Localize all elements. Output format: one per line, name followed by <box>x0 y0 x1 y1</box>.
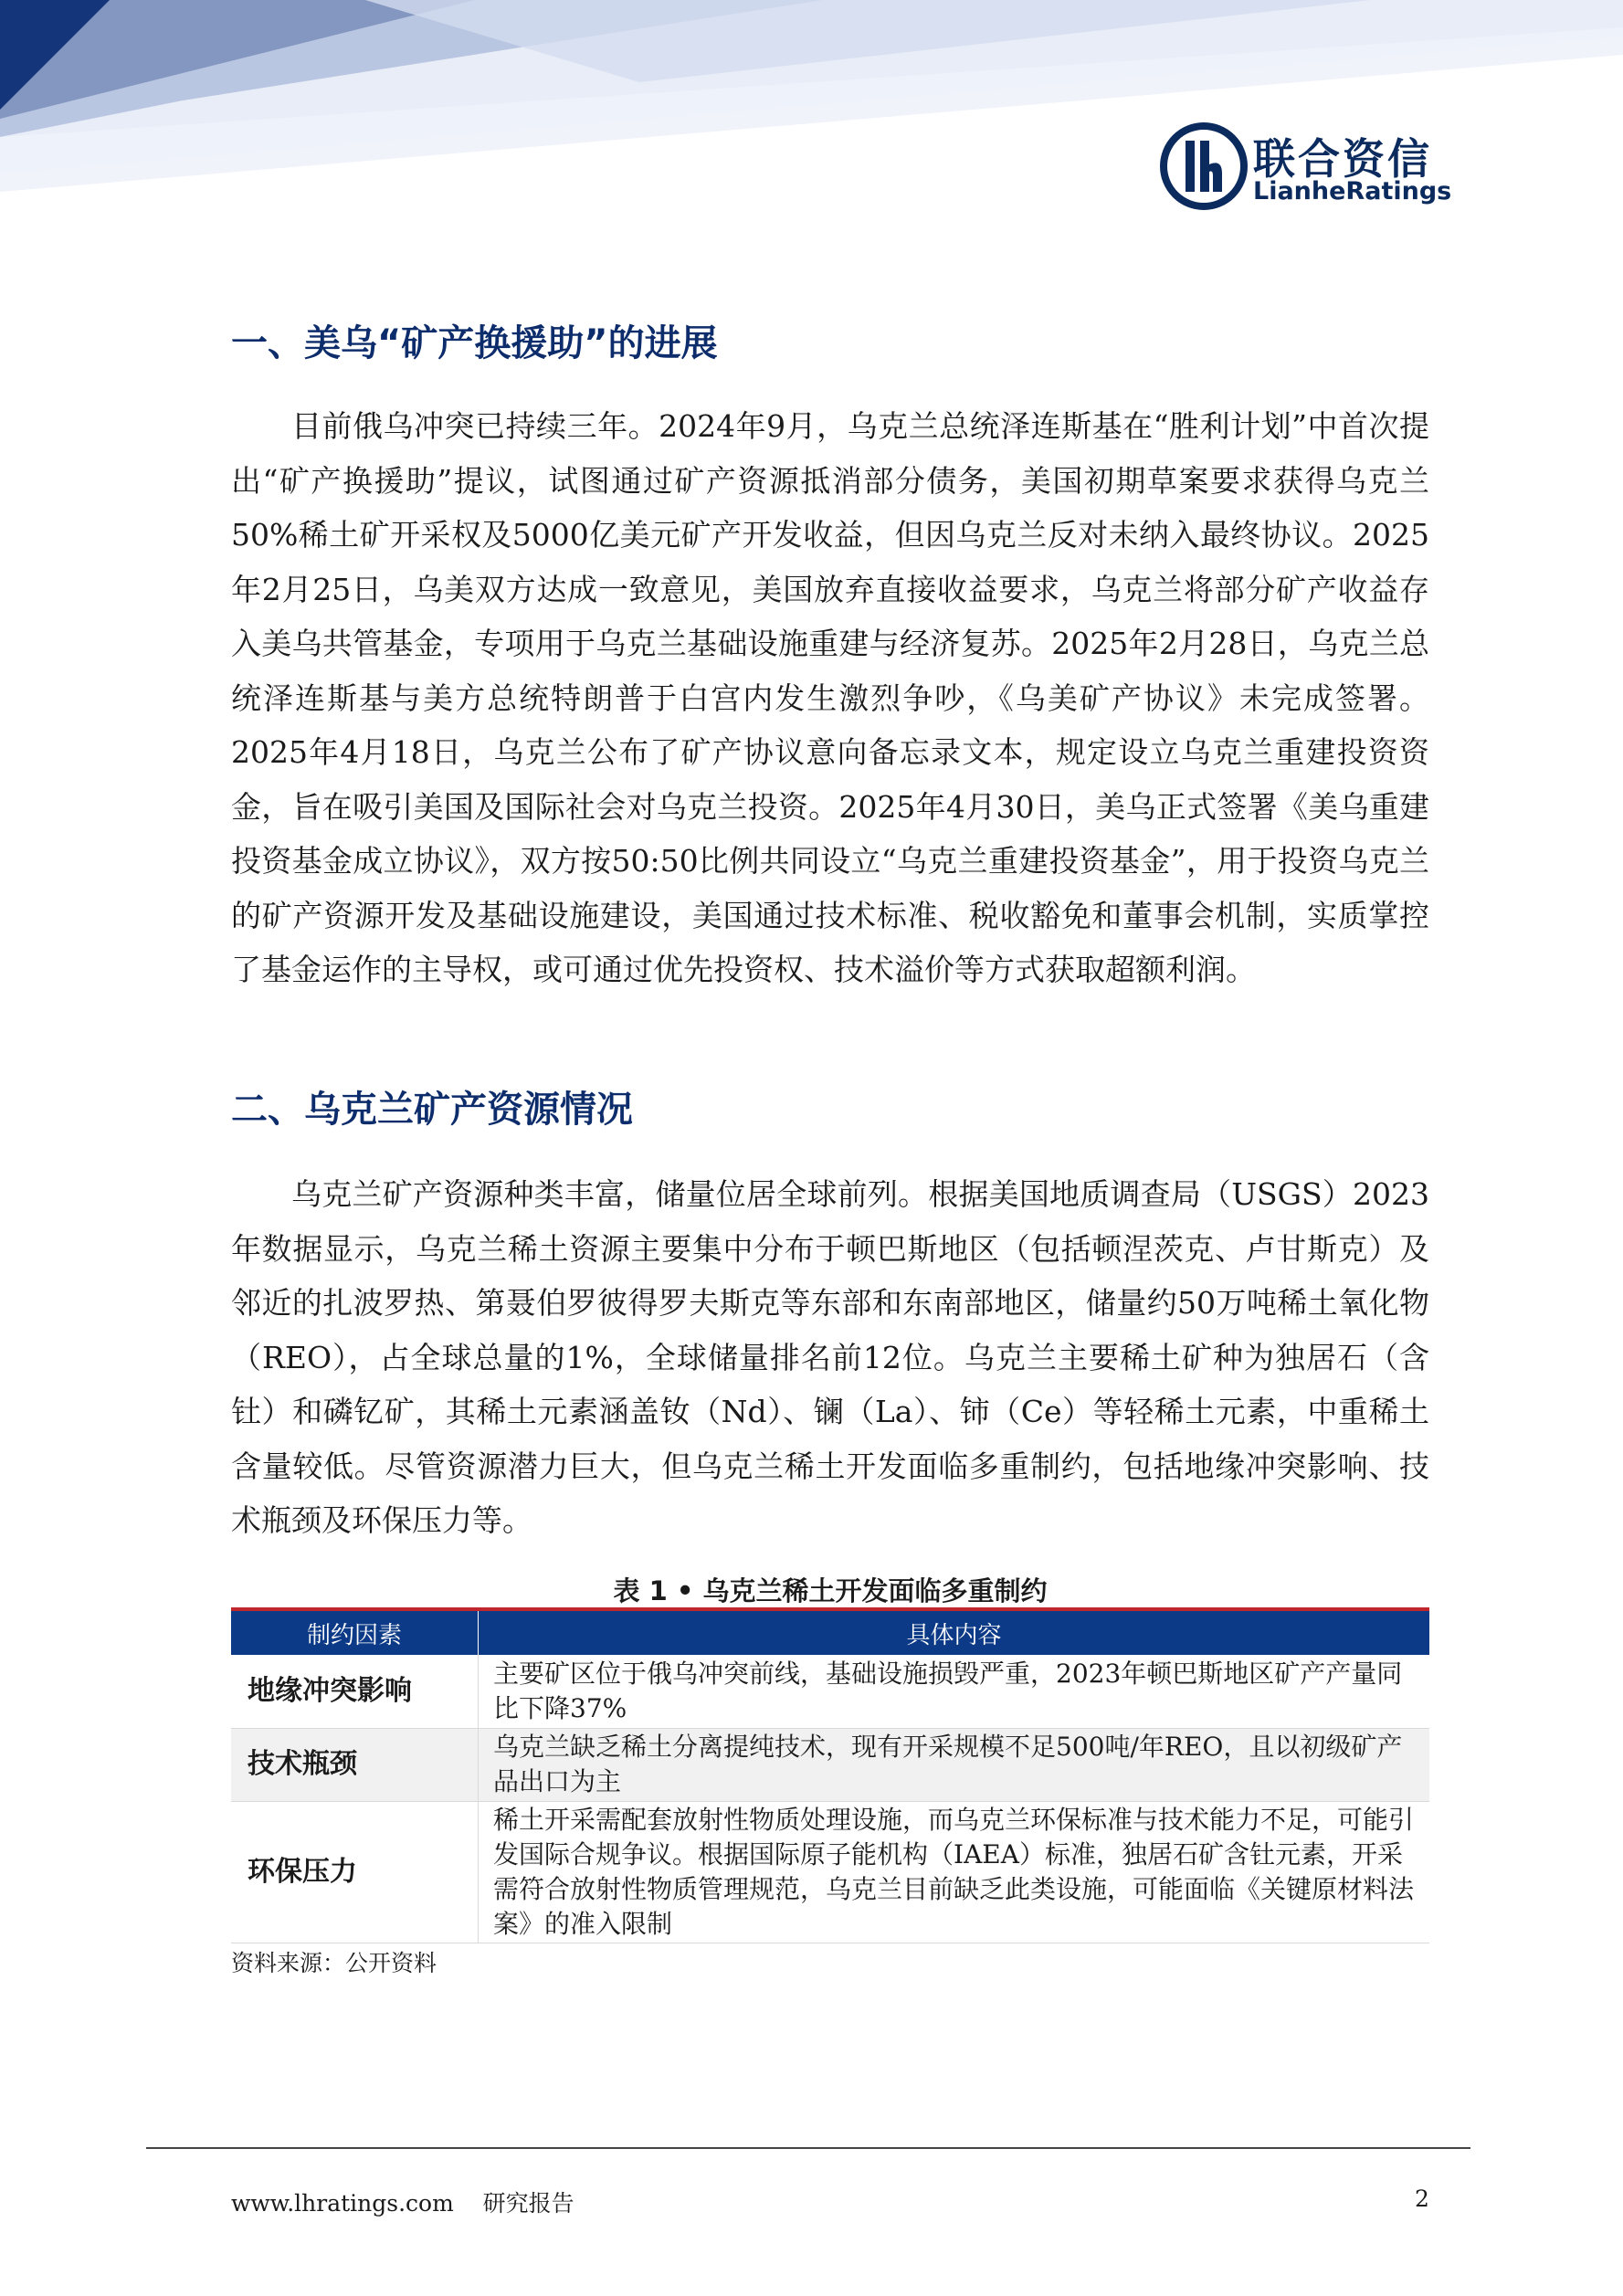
table-header-factor: 制约因素 <box>231 1609 479 1655</box>
constraints-table <box>231 1607 1429 1943</box>
table-cell-content: 稀土开采需配套放射性物质处理设施，而乌克兰环保标准与技术能力不足，可能引发国际合规争议。根据国际原子能机构（IAEA）标准，独居石矿含钍元素，开采需符合放射性物质管理规范，乌克兰目前缺乏此类设施，可能面临《关键原材料法案》的准入限制 <box>479 1801 1430 1943</box>
section1-title: 一、美乌“矿产换援助”的进展 <box>231 322 718 364</box>
table-cell-content: 乌克兰缺乏稀土分离提纯技术，现有开采规模不足500吨/年REO，且以初级矿产品出口为主 <box>479 1728 1430 1801</box>
page-number: 2 <box>1415 2185 1429 2212</box>
table-source: 资料来源：公开资料 <box>231 1950 437 1976</box>
table-caption: 表 1 • 乌克兰稀土开发面临多重制约 <box>613 1575 1048 1606</box>
table-row <box>231 1728 1429 1801</box>
table-cell-factor: 地缘冲突影响 <box>231 1655 479 1728</box>
section2-title: 二、乌克兰矿产资源情况 <box>231 1089 633 1131</box>
section1-paragraph: 目前俄乌冲突已持续三年。2024年9月，乌克兰总统泽连斯基在“胜利计划”中首次提出“矿产换援助”提议，试图通过矿产资源抵消部分债务，美国初期草案要求获得乌克兰50%稀土矿开采权及5000亿美元矿产开发收益，但因乌克兰反对未纳入最终协议。2025年2月25日，乌美双方达成一致意见，美国放弃直接收益要求，乌克兰将部分矿产收益存入美乌共管基金，专项用于乌克兰基础设施重建与经济复苏。2025年2月28日，乌克兰总统泽连斯基与美方总统特朗普于白宫内发生激烈争吵，《乌美矿产协议》未完成签署。2025年4月18日，乌克兰公布了矿产协议意向备忘录文本，规定设立乌克兰重建投资资金，旨在吸引美国及国际社会对乌克兰投资。2025年4月30日，美乌正式签署《美乌重建投资基金成立协议》，双方按50:50比例共同设立“乌克兰重建投资基金”，用于投资乌克兰的矿产资源开发及基础设施建设，美国通过技术标准、税收豁免和董事会机制，实质掌控了基金运作的主导权，或可通过优先投资权、技术溢价等方式获取超额利润。 <box>231 408 1429 987</box>
table-row <box>231 1801 1429 1943</box>
table-cell-factor: 技术瓶颈 <box>231 1728 479 1801</box>
logo-text-cn: 联合资信 <box>1253 134 1432 184</box>
table-cell-factor: 环保压力 <box>231 1801 479 1943</box>
section2-paragraph: 乌克兰矿产资源种类丰富，储量位居全球前列。根据美国地质调查局（USGS）2023年数据显示，乌克兰稀土资源主要集中分布于顿巴斯地区（包括顿涅茨克、卢甘斯克）及邻近的扎波罗热、第聂伯罗彼得罗夫斯克等东部和东南部地区，储量约50万吨稀土氧化物（REO），占全球总量的1%，全球储量排名前12位。乌克兰主要稀土矿种为独居石（含钍）和磷钇矿，其稀土元素涵盖钕（Nd）、镧（La）、铈（Ce）等轻稀土元素，中重稀土含量较低。尽管资源潜力巨大，但乌克兰稀土开发面临多重制约，包括地缘冲突影响、技术瓶颈及环保压力等。 <box>231 1176 1429 1538</box>
lianhe-logo-icon <box>1158 121 1249 212</box>
table-cell-content: 主要矿区位于俄乌冲突前线，基础设施损毁严重，2023年顿巴斯地区矿产产量同比下降37% <box>479 1655 1430 1728</box>
footer-website: www.lhratings.com 研究报告 <box>231 2190 574 2217</box>
footer-divider <box>146 2147 1470 2149</box>
table-header-content: 具体内容 <box>479 1609 1430 1655</box>
logo-text-en: LianheRatings <box>1253 177 1452 205</box>
table-row <box>231 1655 1429 1728</box>
